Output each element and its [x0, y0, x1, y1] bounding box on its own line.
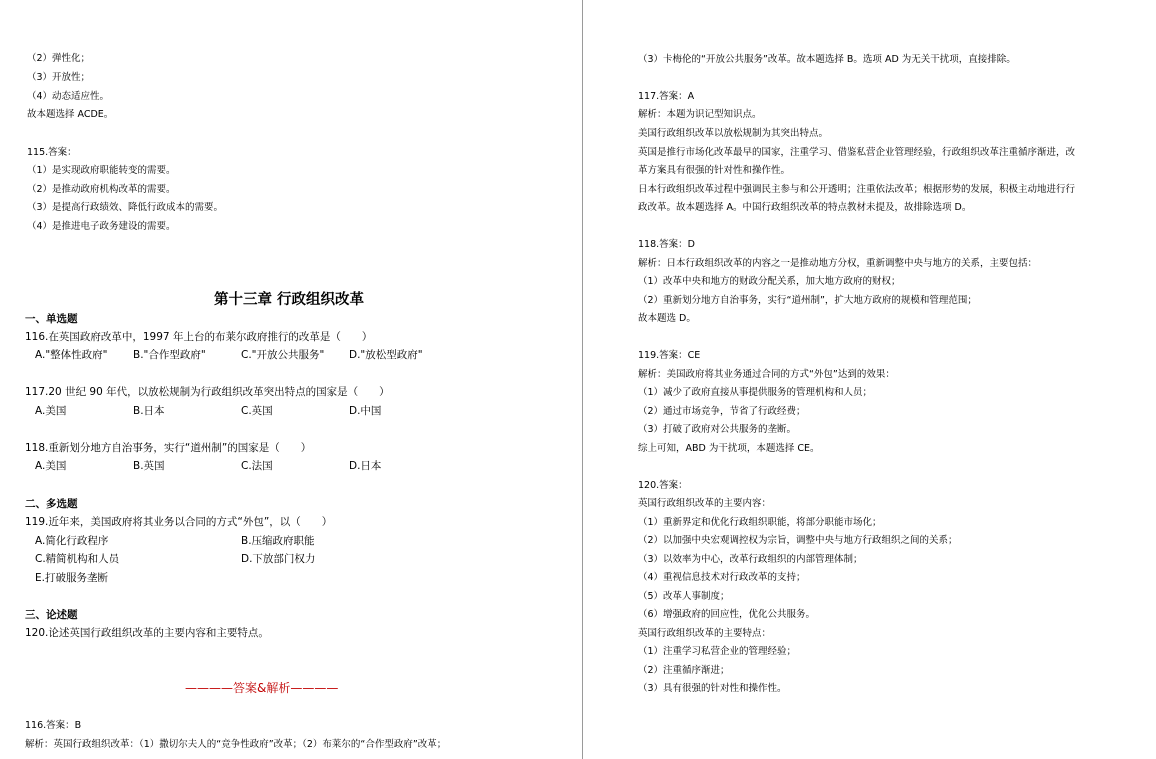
text-line: 解析：英国行政组织改革：（1）撒切尔夫人的“竞争性政府”改革；（2）布莱尔的“合作型政府”改革； [25, 739, 447, 750]
text-line: （2）通过市场竞争，节省了行政经费； [638, 406, 806, 417]
answer-115-heading: 115.答案： [27, 147, 77, 158]
text-line: （5）改革人事制度； [638, 591, 730, 602]
text-line: 英国是推行市场化改革最早的国家，注重学习、借鉴私营企业管理经验，行政组织改革注重循序渐进，改 [638, 147, 1076, 158]
page-divider [582, 0, 583, 759]
question-119: 119.近年来，美国政府将其业务以合同的方式“外包”，以（ ） [25, 516, 333, 528]
text-line: （2）是推动政府机构改革的需要。 [27, 184, 176, 195]
option: C.英国 [241, 405, 273, 417]
text-line: （3）具有很强的针对性和操作性。 [638, 683, 787, 694]
question-118: 118.重新划分地方自治事务，实行“道州制”的国家是（ ） [25, 442, 312, 454]
text-line: 美国行政组织改革以放松规制为其突出特点。 [638, 128, 829, 139]
text-line: （4）动态适应性。 [27, 91, 110, 102]
text-line: （1）注重学习私营企业的管理经验； [638, 646, 797, 657]
chapter-title: 第十三章 行政组织改革 [214, 292, 365, 308]
text-line: 政改革。故本题选择 A。中国行政组织改革的特点教材未提及，故排除选项 D。 [638, 202, 972, 213]
text-line: 解析：本题为识记型知识点。 [638, 109, 762, 120]
option: D.中国 [349, 405, 382, 417]
text-line: （1）重新界定和优化行政组织职能，将部分职能市场化； [638, 517, 882, 528]
section-heading-multiple-choice: 二、多选题 [25, 498, 78, 510]
option: E.打破服务垄断 [35, 572, 108, 584]
section-heading-single-choice: 一、单选题 [25, 313, 78, 325]
option: C.法国 [241, 460, 273, 472]
text-line: （2）以加强中央宏观调控权为宗旨，调整中央与地方行政组织之间的关系； [638, 535, 958, 546]
text-line: 英国行政组织改革的主要内容： [638, 498, 772, 509]
section-heading-essay: 三、论述题 [25, 609, 78, 621]
question-116: 116.在英国政府改革中，1997 年上台的布莱尔政府推行的改革是（ ） [25, 331, 373, 343]
text-line: （3）卡梅伦的“开放公共服务”改革。故本题选择 B。选项 AD 为无关干扰项，直接排除。 [638, 54, 1016, 65]
answer-116-heading: 116.答案：B [25, 720, 82, 731]
text-line: 故本题选 D。 [638, 313, 696, 324]
option: A.简化行政程序 [35, 535, 109, 547]
text-line: （3）以效率为中心，改革行政组织的内部管理体制； [638, 554, 863, 565]
text-line: （4）是推进电子政务建设的需要。 [27, 221, 176, 232]
option: D.日本 [349, 460, 382, 472]
question-120: 120.论述英国行政组织改革的主要内容和主要特点。 [25, 627, 269, 639]
text-line: （2）弹性化； [27, 53, 91, 64]
option: C."开放公共服务" [241, 349, 325, 361]
text-line: 解析：日本行政组织改革的内容之一是推动地方分权，重新调整中央与地方的关系，主要包括： [638, 258, 1038, 269]
text-line: （1）减少了政府直接从事提供服务的管理机构和人员； [638, 387, 873, 398]
text-line: 英国行政组织改革的主要特点： [638, 628, 772, 639]
answers-section-heading: ————答案&解析———— [185, 681, 339, 695]
text-line: 故本题选择 ACDE。 [27, 109, 114, 120]
option: A.美国 [35, 405, 67, 417]
answer-117-heading: 117.答案：A [638, 91, 695, 102]
text-line: （4）重视信息技术对行政改革的支持； [638, 572, 806, 583]
text-line: （1）是实现政府职能转变的需要。 [27, 165, 176, 176]
right-page [584, 0, 1156, 759]
option: B."合作型政府" [133, 349, 206, 361]
answer-120-heading: 120.答案： [638, 480, 688, 491]
text-line: 日本行政组织改革过程中强调民主参与和公开透明；注重依法改革；根据形势的发展，积极主动地进行行 [638, 184, 1076, 195]
text-line: （3）是提高行政绩效、降低行政成本的需要。 [27, 202, 224, 213]
text-line: 综上可知，ABD 为干扰项，本题选择 CE。 [638, 443, 820, 454]
text-line: （3）开放性； [27, 72, 91, 83]
text-line: （6）增强政府的回应性，优化公共服务。 [638, 609, 816, 620]
text-line: （2）注重循序渐进； [638, 665, 730, 676]
answer-119-heading: 119.答案：CE [638, 350, 701, 361]
question-117: 117.20 世纪 90 年代，以放松规制为行政组织改革突出特点的国家是（ ） [25, 386, 390, 398]
text-line: （2）重新划分地方自治事务，实行“道州制”，扩大地方政府的规模和管理范围； [638, 295, 977, 306]
text-line: 解析：美国政府将其业务通过合同的方式“外包”达到的效果： [638, 369, 895, 380]
answer-118-heading: 118.答案：D [638, 239, 695, 250]
text-line: （1）改革中央和地方的财政分配关系，加大地方政府的财权； [638, 276, 901, 287]
text-line: （3）打破了政府对公共服务的垄断。 [638, 424, 797, 435]
option: A."整体性政府" [35, 349, 108, 361]
option: D.下放部门权力 [241, 553, 316, 565]
text-line: 革方案具有很强的针对性和操作性。 [638, 165, 791, 176]
option: D."放松型政府" [349, 349, 423, 361]
option: B.英国 [133, 460, 165, 472]
option: C.精简机构和人员 [35, 553, 120, 565]
option: A.美国 [35, 460, 67, 472]
option: B.压缩政府职能 [241, 535, 315, 547]
option: B.日本 [133, 405, 165, 417]
